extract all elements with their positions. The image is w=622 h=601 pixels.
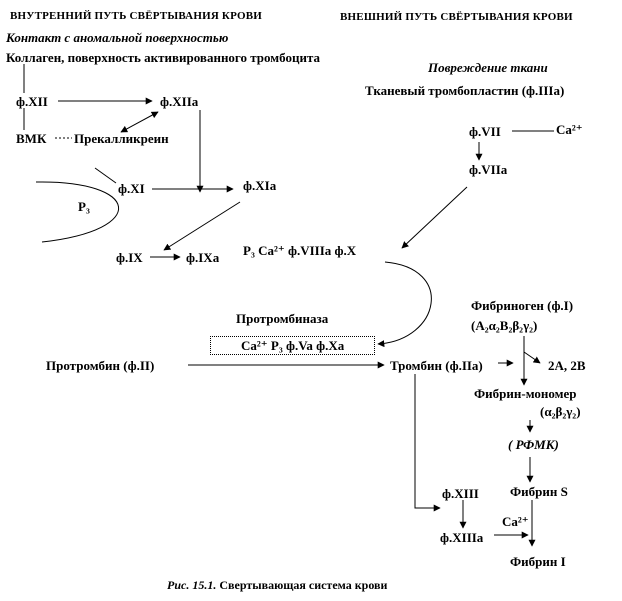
tissue-thromboplastin-label: Тканевый тромбопластин (ф.IIIa) [365, 83, 565, 98]
figure-text: Свертывающая система крови [219, 578, 388, 592]
factor-12a: ф.XIIa [160, 94, 199, 109]
contact-label: Контакт с аномальной поверхностью [6, 30, 229, 45]
figure-label: Рис. 15.1. [167, 578, 217, 592]
fibrinogen-formula: (A₂α₂B₂β₂γ₂) [471, 318, 538, 333]
calcium-label-2: Ca²⁺ [502, 514, 529, 529]
tissue-damage-label: Повреждение ткани [428, 60, 548, 75]
collagen-label: Коллаген, поверхность активированного тромбоцита [6, 50, 320, 65]
calcium-label-1: Ca²⁺ [556, 122, 583, 137]
tenase-to-prothrombinase-arrow [378, 262, 431, 344]
peptides-label: 2A, 2B [548, 358, 586, 373]
extrinsic-pathway-title: ВНЕШНИЙ ПУТЬ СВЁРТЫВАНИЯ КРОВИ [340, 11, 573, 23]
fibrin-i-label: Фибрин I [510, 554, 566, 569]
factor-7a: ф.VIIa [469, 162, 508, 177]
figure-caption [167, 578, 387, 593]
prothrombin-label: Протромбин (ф.II) [46, 358, 155, 373]
tenase-complex: P₃ Ca²⁺ ф.VIIIa ф.X [243, 243, 357, 258]
factor-12: ф.XII [16, 94, 48, 109]
f12a-prekallikrein-arrow [121, 112, 158, 132]
prekallikrein-label: Прекалликреин [74, 131, 169, 146]
vmk-to-f11-line [95, 168, 116, 183]
thrombin-label: Тромбин (ф.IIa) [390, 358, 483, 373]
factor-9: ф.IX [116, 250, 143, 265]
factor-11a: ф.XIa [243, 178, 277, 193]
fibrin-monomer-formula: (α₂β₂γ₂) [540, 404, 581, 419]
factor-13: ф.XIII [442, 486, 479, 501]
fibrin-s-label: Фибрин S [510, 484, 568, 499]
split-to-peptides-arrow [524, 352, 540, 363]
p3-label: P₃ [78, 199, 90, 214]
rfmk-label: ( РФМК) [508, 437, 559, 452]
fibrin-monomer-label: Фибрин-мономер [474, 386, 577, 401]
factor-9a: ф.IXa [186, 250, 220, 265]
f7a-to-tenase-arrow [402, 187, 467, 248]
prothrombinase-label: Протромбиназа [236, 311, 329, 326]
f11a-to-f9a-arrow [164, 202, 240, 250]
factor-13a: ф.XIIIa [440, 530, 484, 545]
prothrombinase-complex: Ca²⁺ P₃ ф.Va ф.Xa [241, 338, 345, 353]
thrombin-to-f13-arrow [415, 374, 440, 508]
factor-7: ф.VII [469, 124, 501, 139]
intrinsic-pathway-title: ВНУТРЕННИЙ ПУТЬ СВЁРТЫВАНИЯ КРОВИ [10, 10, 263, 22]
fibrinogen-label: Фибриноген (ф.I) [471, 298, 574, 313]
factor-11: ф.XI [118, 181, 145, 196]
vmk-label: ВМК [16, 131, 47, 146]
